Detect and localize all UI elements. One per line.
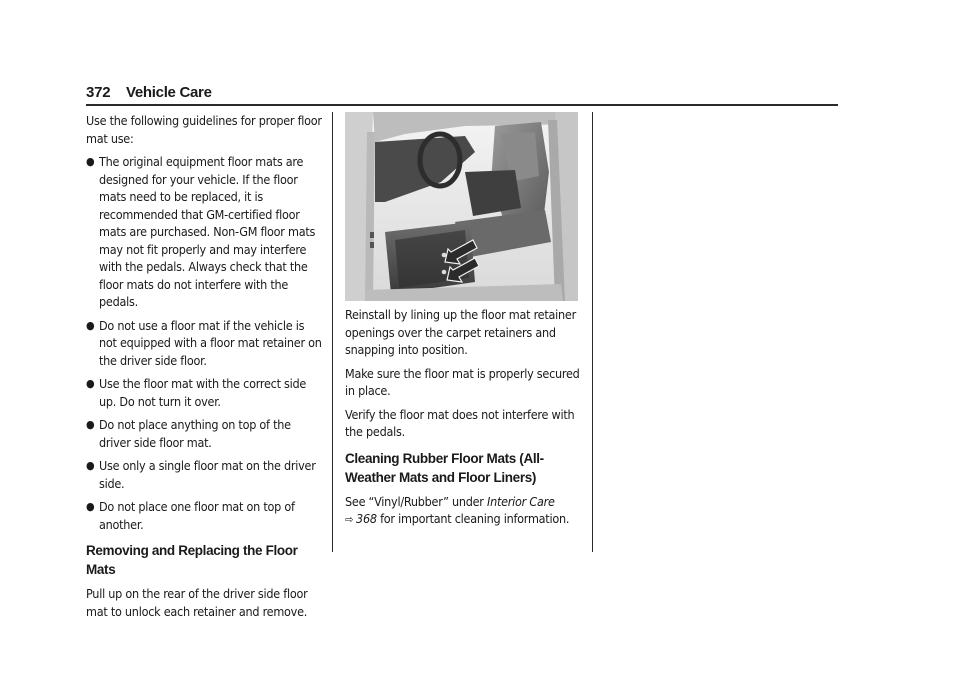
verify-paragraph: Verify the floor mat does not interfere with the pedals. [345,406,575,439]
heading-removing-replacing: Removing and Replacing the Floor Mats [86,543,298,577]
column-divider-right [592,112,593,552]
list-item: ● Do not use a floor mat if the vehicle is not equipped with a floor mat retainer on the driver side floor. [86,317,322,368]
page-reference-icon: ⇨ [345,513,354,526]
column-left [86,112,324,626]
page-number: 372 [86,84,111,101]
list-item: ● Use only a single floor mat on the driver side. [86,458,316,491]
list-item: ● Use the floor mat with the correct side up. Do not turn it over. [86,376,307,409]
removing-paragraph: Pull up on the rear of the driver side floor mat to unlock each retainer and remove. [86,586,308,619]
bullet-icon: ● [86,500,95,513]
list-item: ● Do not place one floor mat on top of another. [86,499,295,532]
section-title: Vehicle Care [126,84,212,101]
guideline-list [86,153,324,533]
bullet-icon: ● [86,418,95,431]
bullet-icon: ● [86,459,95,472]
page-reference-link[interactable]: 368 [356,511,377,526]
list-item: ● The original equipment floor mats are designed for your vehicle. If the floor mats need to be replaced, it is recommended that GM-certified floor mats are purchased. Non-GM floor mats may not fit properly and may interfere with the pedals. Always check that the floor mats do not interfere with the pedals. [86,154,316,309]
floor-mat-figure [345,112,578,301]
column-divider-left-full [332,112,333,552]
intro-paragraph: Use the following guidelines for proper floor mat use: [86,113,322,146]
reinstall-paragraph: Reinstall by lining up the floor mat retainer openings over the carpet retainers and snapping into position. [345,307,576,357]
secured-paragraph: Make sure the floor mat is properly secured in place. [345,365,580,398]
column-middle [345,306,583,535]
list-item: ● Do not place anything on top of the driver side floor mat. [86,417,291,450]
see-reference-paragraph: See “Vinyl/Rubber” under Interior Care ⇨ 368 for important cleaning information. [345,493,570,526]
page-header [86,84,838,106]
heading-cleaning-rubber-mats: Cleaning Rubber Floor Mats (All-Weather Mats and Floor Liners) [345,450,544,485]
bullet-icon: ● [86,155,95,168]
header-rule [86,104,838,106]
bullet-icon: ● [86,318,95,332]
interior-care-link[interactable]: Interior Care [487,493,555,509]
bullet-icon: ● [86,377,95,390]
vehicle-interior-illustration [345,112,578,301]
